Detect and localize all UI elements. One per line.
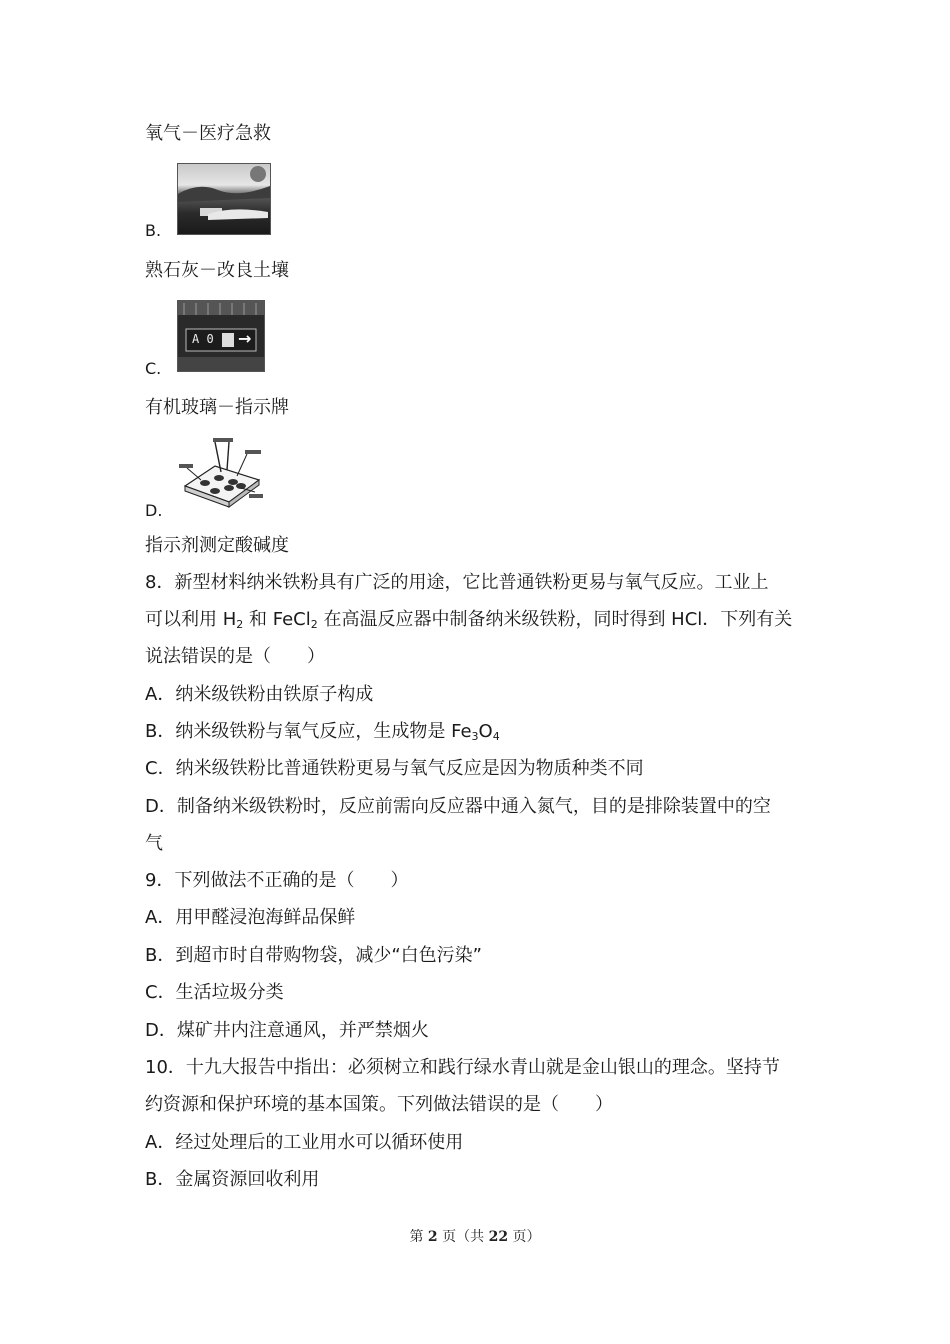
q9-option-b: B．到超市时自带购物袋，减少“白色污染”: [145, 945, 482, 966]
exit-sign-text: A 0: [192, 332, 214, 346]
q9-option-d: D．煤矿井内注意通风，并严禁烟火: [145, 1020, 429, 1041]
q10-stem-line1: 10．十九大报告中指出：必须树立和践行绿水青山就是金山银山的理念。坚持节: [145, 1057, 780, 1078]
option-a-caption: 氧气－医疗急救: [145, 123, 271, 144]
q8-option-d-line1: D．制备纳米级铁粉时，反应前需向反应器中通入氮气，目的是排除装置中的空: [145, 796, 771, 817]
q8-stem-line1: 8．新型材料纳米铁粉具有广泛的用途，它比普通铁粉更易与氧气反应。工业上: [145, 572, 769, 593]
q8-stem-line3: 说法错误的是（ ）: [145, 646, 325, 667]
q8-stem-line2: 可以利用 $H_2$ 和 FeCl$_2$ 在高温反应器中制备纳米级铁粉，同时得到 HCl．下列有关: [145, 609, 793, 631]
q9-option-a: A．用甲醛浸泡海鲜品保鲜: [145, 907, 356, 928]
q9-option-c: C．生活垃圾分类: [145, 982, 284, 1003]
q9-stem: 9．下列做法不正确的是（ ）: [145, 870, 409, 891]
option-c-caption: 有机玻璃－指示牌: [145, 397, 289, 418]
option-c-letter: C.: [145, 359, 162, 378]
option-b-letter: B.: [145, 221, 162, 240]
q8-option-a: A．纳米级铁粉由铁原子构成: [145, 684, 374, 705]
exit-sign-photo-icon: [177, 300, 265, 372]
q8-option-c: C．纳米级铁粉比普通铁粉更易与氧气反应是因为物质种类不同: [145, 758, 644, 779]
landscape-photo-icon: [177, 163, 271, 235]
page-footer: 第 2 页（共 22 页）: [409, 1229, 541, 1245]
option-d-letter: D.: [145, 501, 163, 520]
q10-stem-line2: 约资源和保护环境的基本国策。下列做法错误的是（ ）: [145, 1094, 613, 1115]
option-b-caption: 熟石灰－改良土壤: [145, 260, 289, 281]
page-number: 2: [427, 1229, 438, 1245]
page-total: 22: [488, 1229, 509, 1245]
q8-option-b: B．纳米级铁粉与氧气反应，生成物是 $Fe_3O_4$: [145, 721, 500, 743]
arrow-right-icon: →: [238, 329, 252, 348]
option-d-caption: 指示剂测定酸碱度: [145, 535, 289, 556]
q10-option-b: B．金属资源回收利用: [145, 1169, 320, 1190]
q10-option-a: A．经过处理后的工业用水可以循环使用: [145, 1132, 464, 1153]
q8-option-d-line2: 气: [145, 833, 163, 854]
spot-plate-diagram-icon: [175, 436, 265, 510]
